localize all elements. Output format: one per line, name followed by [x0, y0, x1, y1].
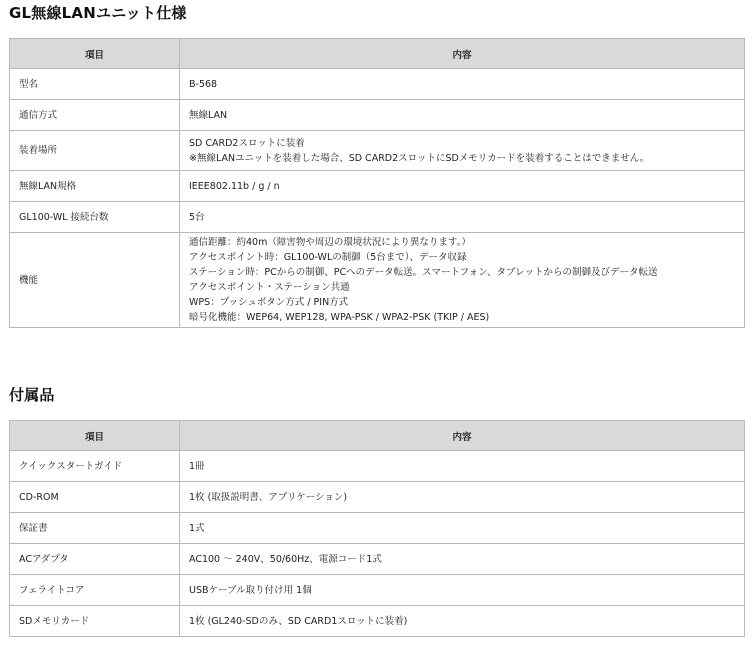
- table-row: [10, 171, 745, 202]
- content-cell: [180, 575, 745, 606]
- table-header-row: [10, 421, 745, 451]
- content-line: 通信距離：約40m（障害物や周辺の環境状況により異なります。）: [189, 237, 471, 248]
- content-cell: [180, 202, 745, 233]
- content-line: 1枚 (GL240-SDのみ、SD CARD1スロットに装着): [189, 615, 408, 627]
- content-line: IEEE802.11b / g / n: [189, 180, 280, 192]
- table-row: [10, 513, 745, 544]
- content-cell: [180, 482, 745, 513]
- content-line: 無線LAN: [189, 109, 228, 121]
- content-line: AC100 ～ 240V、50/60Hz、電源コード1式: [189, 553, 382, 565]
- item-cell: クイックスタートガイド: [10, 451, 180, 482]
- content-line: 1枚 (取扱説明書、アプリケーション): [189, 491, 348, 503]
- content-cell: [180, 451, 745, 482]
- table-row: [10, 131, 745, 171]
- item-cell: 通信方式: [10, 100, 180, 131]
- content-line: アクセスポイント・ステーション共通: [189, 282, 350, 293]
- header-content: 内容: [180, 39, 745, 69]
- table-row: [10, 575, 745, 606]
- table-header-row: [10, 39, 745, 69]
- content-line: 1式: [189, 522, 205, 534]
- content-cell: [180, 513, 745, 544]
- content-cell: [180, 606, 745, 637]
- accessories-table: [9, 420, 745, 637]
- table-row: [10, 202, 745, 233]
- content-line: 5台: [189, 211, 205, 223]
- table-row: [10, 482, 745, 513]
- item-cell: SDメモリカード: [10, 606, 180, 637]
- header-item: 項目: [10, 39, 180, 69]
- table-row: [10, 100, 745, 131]
- item-cell: 装着場所: [10, 131, 180, 171]
- item-cell: フェライトコア: [10, 575, 180, 606]
- item-cell: 機能: [10, 233, 180, 328]
- content-line: USBケーブル取り付け用 1個: [189, 584, 312, 596]
- content-cell: [180, 69, 745, 100]
- content-cell: [180, 544, 745, 575]
- item-cell: 型名: [10, 69, 180, 100]
- content-cell: [180, 171, 745, 202]
- content-cell: [180, 131, 745, 171]
- accessories-section-title: 付属品: [9, 386, 55, 404]
- content-line: アクセスポイント時：GL100-WLの制御（5台まで）、データ収録: [189, 252, 467, 263]
- table-row: [10, 451, 745, 482]
- spec-section-title: GL無線LANユニット仕様: [9, 4, 187, 22]
- item-cell: ACアダプタ: [10, 544, 180, 575]
- content-line: SD CARD2スロットに装着: [189, 137, 305, 149]
- spec-table: [9, 38, 745, 328]
- item-cell: CD-ROM: [10, 482, 180, 513]
- item-cell: 保証書: [10, 513, 180, 544]
- table-row: [10, 69, 745, 100]
- content-cell: [180, 233, 745, 328]
- item-cell: GL100-WL 接続台数: [10, 202, 180, 233]
- item-cell: 無線LAN規格: [10, 171, 180, 202]
- table-row: [10, 233, 745, 328]
- content-line: 暗号化機能：WEP64, WEP128, WPA-PSK / WPA2-PSK (TKIP / AES): [189, 312, 490, 323]
- content-line: ※無線LANユニットを装着した場合、SD CARD2スロットにSDメモリカードを装着することはできません。: [189, 152, 650, 164]
- content-cell: [180, 100, 745, 131]
- table-row: [10, 606, 745, 637]
- header-item: 項目: [10, 421, 180, 451]
- content-line: B-568: [189, 78, 218, 90]
- table-row: [10, 544, 745, 575]
- content-line: 1冊: [189, 460, 205, 472]
- header-content: 内容: [180, 421, 745, 451]
- content-line: ステーション時：PCからの制御、PCへのデータ転送。スマートフォン、タブレットからの制御及びデータ転送: [189, 267, 658, 278]
- content-line: WPS：プッシュボタン方式 / PIN方式: [189, 297, 349, 308]
